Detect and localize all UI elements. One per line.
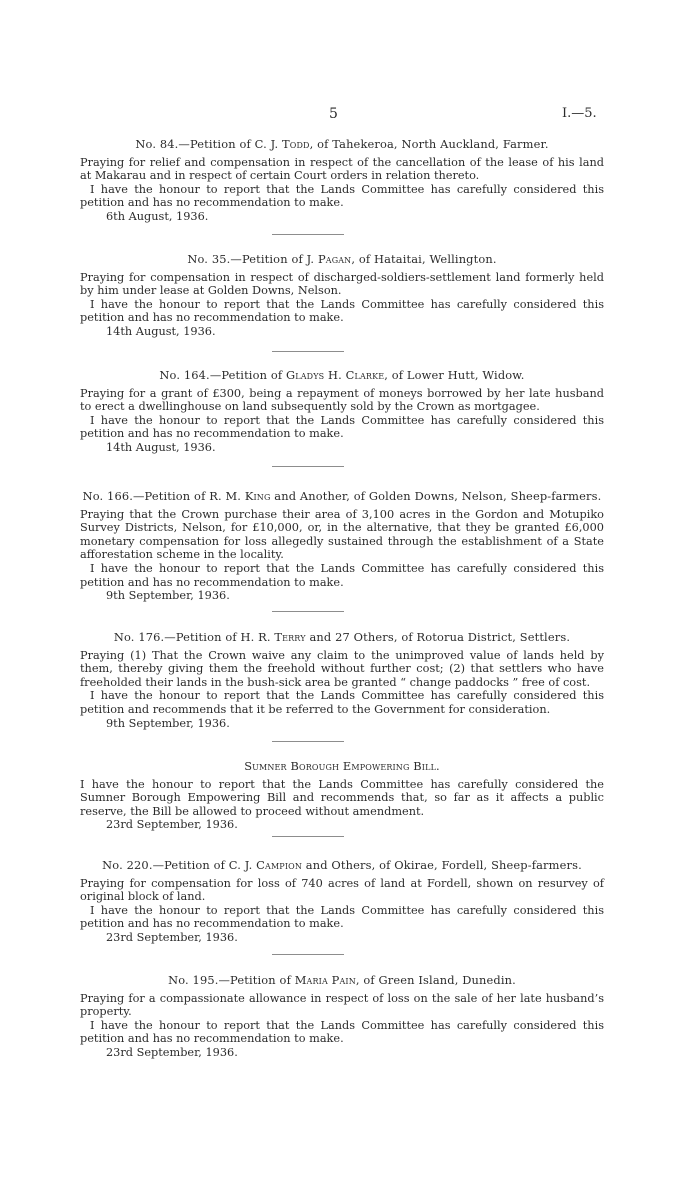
petitioner-name: R. M. King	[209, 489, 271, 503]
petition-heading	[80, 974, 604, 988]
petition-heading	[80, 859, 604, 873]
petition-body	[80, 156, 604, 224]
heading-number: No. 35.—Petition of	[187, 252, 307, 266]
petition-body	[80, 649, 604, 731]
report-date: 14th August, 1936.	[106, 440, 216, 454]
section-divider	[272, 954, 344, 955]
report-date: 23rd September, 1936.	[106, 1045, 238, 1059]
prayer-text: for a grant of £300, being a repayment of moneys borrowed by her late husband to erect a dwellinghouse on land subsequently sold by the Crown as mortgagee.	[80, 386, 604, 414]
report-date: 9th September, 1936.	[106, 589, 230, 603]
section-divider	[272, 466, 344, 467]
page-reference: I.—5.	[562, 106, 597, 121]
heading-number: No. 195.—Petition of	[168, 973, 295, 987]
prayer-text: for relief and compensation in respect of the cancellation of the lease of his land at Makarau and in respect of certain Court orders in relation thereto.	[80, 155, 604, 183]
bill-heading	[80, 760, 604, 774]
heading-number: No. 164.—Petition of	[159, 368, 287, 382]
report-date: 23rd September, 1936.	[106, 930, 238, 944]
prayer-text: that the Crown purchase their area of 3,100 acres in the Gordon and Motupiko Survey Districts, Nelson, for £10,000, or, in the alternative, that they be granted £6,000 monetary compensation for loss allegedly sustained through the establishment of a State afforestation scheme in the locality.	[80, 507, 604, 562]
petition-entry	[80, 253, 604, 339]
prayer-text: for a compassionate allowance in respect of loss on the sale of her late husband’s property.	[80, 991, 604, 1019]
heading-detail: , of Lower Hutt, Widow.	[384, 368, 525, 382]
petition-body	[80, 387, 604, 455]
prayer-text: for compensation in respect of discharged-soldiers-settlement land formerly held by him under lease at Golden Downs, Nelson.	[80, 270, 604, 298]
bill-name: Sumner Borough Empowering Bill.	[244, 759, 440, 773]
report-text: I have the honour to report that the Lands Committee has carefully considered this petition and has no recommendation to make.	[80, 561, 604, 589]
report-text: the honour to report that the Lands Committee has carefully considered the Sumner Borough Empowering Bill and recommends that, so far as it affects a public reserve, the Bill be allowed to proceed without amendment.	[80, 777, 604, 818]
heading-detail: , of Hataitai, Wellington.	[351, 252, 497, 266]
section-divider	[272, 351, 344, 352]
petition-heading	[80, 138, 604, 152]
heading-detail: , of Green Island, Dunedin.	[355, 973, 516, 987]
petitioner-name: C. J. Todd	[254, 137, 310, 151]
report-text: I have the honour to report that the Lands Committee has carefully considered this petition and has no recommendation to make.	[80, 182, 604, 210]
heading-detail: and Others, of Okirae, Fordell, Sheep-farmers.	[302, 858, 582, 872]
report-date: 6th August, 1936.	[106, 209, 209, 223]
petition-body	[80, 508, 604, 603]
petition-entry	[80, 138, 604, 224]
report-date: 9th September, 1936.	[106, 716, 230, 730]
prayer-lead: Praying	[80, 648, 125, 662]
heading-number: No. 176.—Petition of	[113, 630, 241, 644]
report-date: 14th August, 1936.	[106, 324, 216, 338]
petitioner-name: J. Pagan	[306, 252, 352, 266]
bill-entry	[80, 760, 604, 832]
heading-number: No. 220.—Petition of	[102, 858, 229, 872]
prayer-lead: Praying	[80, 270, 125, 284]
prayer-lead: Praying	[80, 386, 125, 400]
petition-heading	[80, 631, 604, 645]
heading-number: No. 84.—Petition of	[135, 137, 255, 151]
prayer-text: for compensation for loss of 740 acres of land at Fordell, shown on resurvey of original block of land.	[80, 876, 604, 904]
heading-detail: , of Tahekeroa, North Auckland, Farmer.	[309, 137, 549, 151]
petition-entry	[80, 369, 604, 455]
petition-heading	[80, 369, 604, 383]
petition-body	[80, 877, 604, 945]
petitioner-name: C. J. Campion	[228, 858, 302, 872]
petitioner-name: Maria Pain	[294, 973, 356, 987]
prayer-lead: Praying	[80, 991, 125, 1005]
section-divider	[272, 234, 344, 235]
petition-heading	[80, 490, 604, 504]
petition-entry	[80, 974, 604, 1060]
petition-heading	[80, 253, 604, 267]
prayer-lead: Praying	[80, 155, 125, 169]
petition-body	[80, 992, 604, 1060]
report-text: I have the honour to report that the Lands Committee has carefully considered this petition and has no recommendation to make.	[80, 297, 604, 325]
prayer-lead: Praying	[80, 876, 125, 890]
report-text: I have the honour to report that the Lands Committee has carefully considered this petition and has no recommendation to make.	[80, 903, 604, 931]
heading-number: No. 166.—Petition of	[82, 489, 210, 503]
section-divider	[272, 611, 344, 612]
heading-detail: and 27 Others, of Rotorua District, Settlers.	[305, 630, 571, 644]
petition-entry	[80, 859, 604, 945]
heading-detail: and Another, of Golden Downs, Nelson, Sheep-farmers.	[270, 489, 602, 503]
petitioner-name: Gladys H. Clarke	[286, 368, 385, 382]
prayer-lead: Praying	[80, 507, 125, 521]
petition-entry	[80, 631, 604, 730]
report-lead: I have	[80, 777, 119, 791]
section-divider	[272, 836, 344, 837]
report-text: I have the honour to report that the Lands Committee has carefully considered this petition and has no recommendation to make.	[80, 413, 604, 441]
petitioner-name: H. R. Terry	[240, 630, 306, 644]
report-text: I have the honour to report that the Lands Committee has carefully considered this petition and recommends that it be referred to the Government for consideration.	[80, 689, 604, 716]
section-divider	[272, 741, 344, 742]
report-text: I have the honour to report that the Lands Committee has carefully considered this petition and has no recommendation to make.	[80, 1018, 604, 1046]
petition-body	[80, 271, 604, 339]
page-number: 5	[329, 106, 338, 122]
prayer-text: (1) That the Crown waive any claim to the unimproved value of lands held by them, thereby giving them the freehold without further cost; (2) that settlers who have freeholded their lands in the bush-sick area be granted “ change paddocks ” free of cost.	[80, 648, 604, 689]
report-date: 23rd September, 1936.	[106, 818, 238, 832]
petition-entry	[80, 490, 604, 603]
bill-body	[80, 778, 604, 832]
